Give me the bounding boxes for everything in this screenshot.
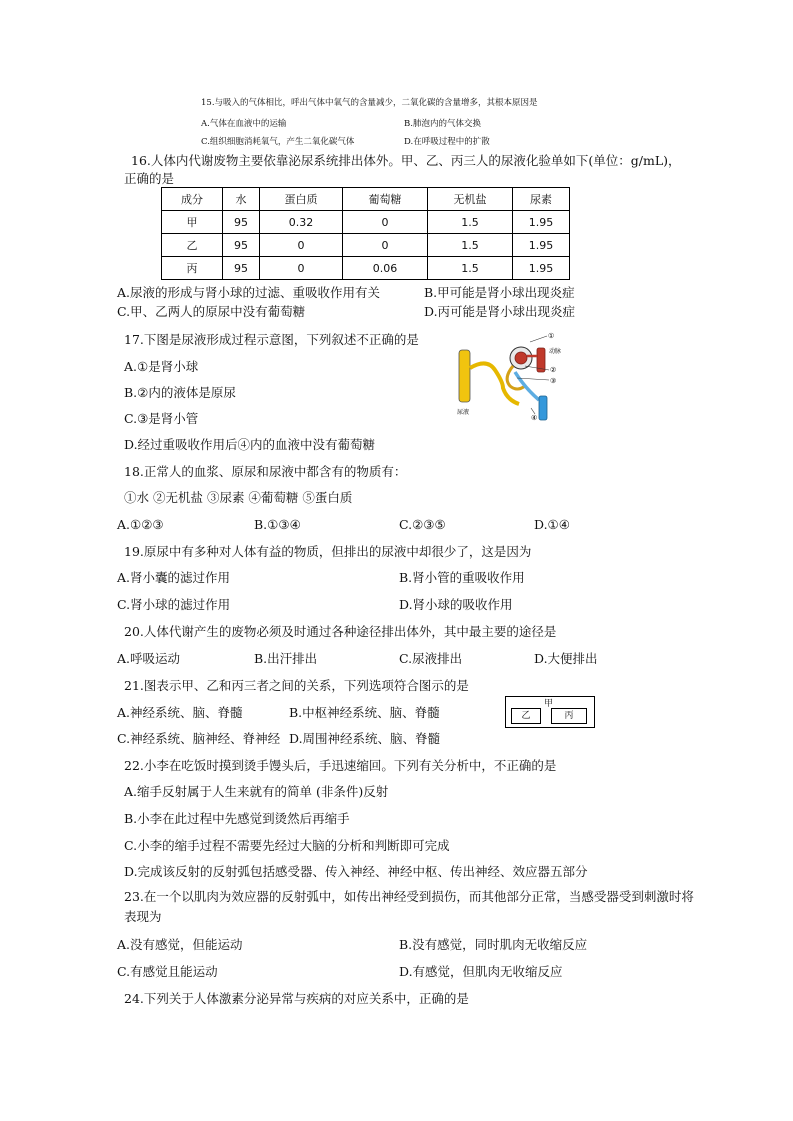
q20-stem: 20.人体代谢产生的废物必须及时通过各种途径排出体外，其中最主要的途径是	[124, 624, 557, 639]
label-1: ①	[548, 332, 555, 340]
q19-stem: 19.原尿中有多种对人体有益的物质，但排出的尿液中却很少了，这是因为	[124, 544, 532, 559]
collecting-duct	[459, 350, 470, 402]
table-row	[162, 257, 570, 280]
table-cell: 0	[343, 234, 428, 257]
q22-stem: 22.小李在吃饭时摸到烫手馒头后，手迅速缩回。下列有关分析中，不正确的是	[124, 758, 557, 773]
label-2: ②	[550, 366, 557, 374]
table-cell: 95	[223, 211, 260, 234]
q22-option-d: D.完成该反射的反射弧包括感受器、传入神经、神经中枢、传出神经、效应器五部分	[124, 864, 588, 879]
table-cell: 0	[260, 257, 343, 280]
vein-vessel	[539, 396, 547, 420]
q20-option-a: A.呼吸运动	[117, 651, 181, 666]
q17-stem: 17.下图是尿液形成过程示意图，下列叙述不正确的是	[124, 332, 419, 347]
q21-option-d: D.周围神经系统、脑、脊髓	[289, 731, 441, 746]
q22-option-a: A.缩手反射属于人生来就有的简单 (非条件)反射	[124, 784, 389, 799]
venn-diagram	[505, 696, 595, 728]
table-header: 蛋白质	[260, 188, 343, 211]
label-line	[530, 336, 547, 342]
table-header: 水	[223, 188, 260, 211]
capillary	[515, 372, 539, 400]
table-header-row	[162, 188, 570, 211]
table-header: 尿素	[513, 188, 570, 211]
q18-option-d: D.①④	[534, 517, 570, 532]
q20-option-d: D.大便排出	[534, 651, 598, 666]
table-cell: 1.95	[513, 257, 570, 280]
q16-stem: 16.人体内代谢废物主要依靠泌尿系统排出体外。甲、乙、丙三人的尿液化验单如下(单位：g/mL)，	[131, 153, 681, 168]
q17-option-b: B.②内的液体是原尿	[124, 385, 236, 400]
q15-option-a: A.气体在血液中的运输	[201, 119, 287, 129]
table-cell: 0	[343, 211, 428, 234]
q20-option-b: B.出汗排出	[254, 651, 318, 666]
q21-stem: 21.图表示甲、乙和丙三者之间的关系，下列选项符合图示的是	[124, 678, 469, 693]
q15-option-d: D.在呼吸过程中的扩散	[404, 137, 490, 147]
q15-option-b: B.肺泡内的气体交换	[404, 119, 481, 129]
q22-option-c: C.小李的缩手过程不需要先经过大脑的分析和判断即可完成	[124, 838, 450, 853]
q22-option-b: B.小李在此过程中先感觉到烫然后再缩手	[124, 811, 350, 826]
q16-option-c: C.甲、乙两人的原尿中没有葡萄糖	[117, 304, 306, 319]
table-cell: 甲	[162, 211, 223, 234]
q21-option-c: C.神经系统、脑神经、脊神经	[117, 731, 281, 746]
table-cell: 丙	[162, 257, 223, 280]
q18-option-a: A.①②③	[117, 517, 164, 532]
q16-option-a: A.尿液的形成与肾小球的过滤、重吸收作用有关	[117, 285, 381, 300]
q20-option-c: C.尿液排出	[399, 651, 463, 666]
label-artery: 动脉	[549, 348, 562, 355]
table-row	[162, 234, 570, 257]
q18-option-c: C.②③⑤	[399, 517, 446, 532]
q15-stem: 15.与吸入的气体相比，呼出气体中氧气的含量减少，二氧化碳的含量增多，其根本原因是	[201, 98, 538, 108]
q18-items: ①水 ②无机盐 ③尿素 ④葡萄糖 ⑤蛋白质	[124, 490, 353, 505]
q17-option-d: D.经过重吸收作用后④内的血液中没有葡萄糖	[124, 437, 376, 452]
q19-option-a: A.肾小囊的滤过作用	[117, 570, 231, 585]
q23-stem: 23.在一个以肌肉为效应器的反射弧中，如传出神经受到损伤，而其他部分正常，当感受器受到刺激时将表现为	[124, 889, 694, 924]
loop-tubule	[507, 366, 525, 389]
q24-stem: 24.下列关于人体激素分泌异常与疾病的对应关系中，正确的是	[124, 991, 469, 1006]
table-cell: 1.95	[513, 234, 570, 257]
table-cell: 乙	[162, 234, 223, 257]
table-header: 无机盐	[428, 188, 513, 211]
table-cell: 1.5	[428, 257, 513, 280]
venn-outer-label: 甲	[544, 699, 554, 709]
q23-option-a: A.没有感觉，但能运动	[117, 937, 243, 952]
table-cell: 0	[260, 234, 343, 257]
nephron-diagram	[455, 328, 570, 428]
glomerulus	[515, 352, 527, 364]
table-cell: 1.5	[428, 211, 513, 234]
q23-option-c: C.有感觉且能运动	[117, 964, 218, 979]
q17-option-a: A.①是肾小球	[124, 359, 199, 374]
urine-table	[161, 187, 570, 280]
q21-option-b: B.中枢神经系统、脑、脊髓	[289, 705, 440, 720]
q21-option-a: A.神经系统、脑、脊髓	[117, 705, 243, 720]
q19-option-c: C.肾小球的滤过作用	[117, 597, 231, 612]
q23-option-b: B.没有感觉，同时肌肉无收缩反应	[399, 937, 588, 952]
label-3: ③	[550, 377, 557, 385]
table-cell: 0.06	[343, 257, 428, 280]
label-urine: 尿液	[457, 409, 470, 416]
table-header: 葡萄糖	[343, 188, 428, 211]
q19-option-b: B.肾小管的重吸收作用	[399, 570, 525, 585]
q18-option-b: B.①③④	[254, 517, 301, 532]
venn-left-box: 乙	[511, 708, 541, 724]
table-header: 成分	[162, 188, 223, 211]
table-row	[162, 211, 570, 234]
q18-stem: 18.正常人的血浆、原尿和尿液中都含有的物质有：	[124, 464, 407, 479]
table-cell: 0.32	[260, 211, 343, 234]
table-cell: 1.95	[513, 211, 570, 234]
table-cell: 95	[223, 257, 260, 280]
label-4: ④	[531, 414, 538, 422]
q16-stem-cont: 正确的是	[124, 171, 175, 186]
table-cell: 1.5	[428, 234, 513, 257]
q19-option-d: D.肾小球的吸收作用	[399, 597, 513, 612]
table-cell: 95	[223, 234, 260, 257]
q15-option-c: C.组织细胞消耗氧气，产生二氧化碳气体	[201, 137, 355, 147]
q23-option-d: D.有感觉，但肌肉无收缩反应	[399, 964, 563, 979]
q16-option-b: B.甲可能是肾小球出现炎症	[424, 285, 575, 300]
q16-option-d: D.丙可能是肾小球出现炎症	[424, 304, 576, 319]
q17-option-c: C.③是肾小管	[124, 411, 199, 426]
venn-right-box: 丙	[551, 708, 587, 724]
